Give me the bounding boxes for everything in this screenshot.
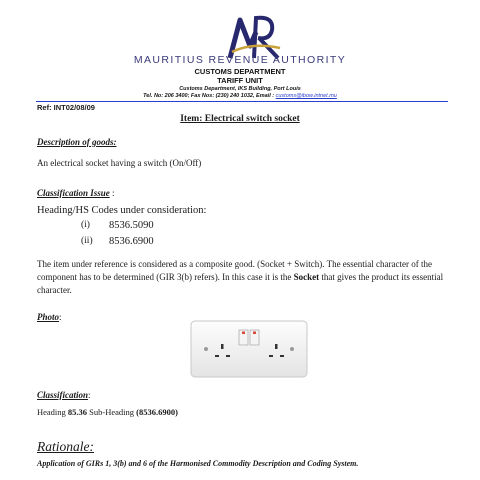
photo-heading <box>37 307 62 325</box>
classification-issue-heading <box>37 183 115 201</box>
pin-earth-right <box>275 344 278 349</box>
screw-left <box>204 347 208 351</box>
hs-code-index: (ii) <box>81 236 93 246</box>
department-name: CUSTOMS DEPARTMENT <box>194 67 286 76</box>
address-line: Customs Department, IKS Building, Port Louis <box>179 86 301 92</box>
email-link[interactable]: customs@ibow.intnet.mu <box>275 93 337 99</box>
classification-issue-colon: : <box>109 188 115 198</box>
hs-code-value: 8536.6900 <box>109 236 154 247</box>
rationale-heading: Rationale: <box>37 439 94 454</box>
socket-plate <box>191 321 307 377</box>
screw-right <box>290 347 294 351</box>
contact-text: Tel. No: 206 3400; Fax Nos: (230) 240 1032, Email : <box>143 93 276 99</box>
photo-colon: : <box>59 312 62 322</box>
mra-logo <box>226 12 282 60</box>
pin-live-right <box>269 355 273 357</box>
logo-text: MAURITIUS REVENUE AUTHORITY <box>133 54 347 66</box>
paragraph-text-1: The item under reference is considered as a composite good. (Socket + Switch). The essential character of the component has to be determined (GIR 3(b) refers). In this case it is the <box>37 259 433 282</box>
classification-heading-num: 85.36 <box>67 407 88 417</box>
analysis-paragraph <box>37 258 457 297</box>
item-title: Item: Electrical switch socket <box>180 114 300 124</box>
socket-photo <box>189 317 309 381</box>
classification-text <box>37 407 178 417</box>
pin-neutral-left <box>226 355 230 357</box>
classification-colon: : <box>88 390 91 400</box>
pin-live-left <box>215 355 219 357</box>
pin-earth-left <box>221 344 224 349</box>
reference-number: Ref: INT02/08/09 <box>37 103 95 112</box>
description-text: An electrical socket having a switch (On/Off) <box>37 158 202 168</box>
classification-prefix: Heading <box>37 407 68 417</box>
logo-r-bowl <box>254 18 272 58</box>
switch-indicator-right <box>253 332 256 335</box>
contact-line <box>0 93 480 99</box>
rationale-text: Application of GIRs 1, 3(b) and 6 of the Harmonised Commodity Description and Coding System. <box>37 459 359 468</box>
classification-mid: Sub-Heading <box>87 407 137 417</box>
paragraph-text-2: that gives the product its essential character. <box>37 272 444 295</box>
photo-label: Photo <box>37 312 60 322</box>
unit-name: TARIFF UNIT <box>217 76 263 85</box>
hs-code-value: 8536.5090 <box>109 220 154 231</box>
description-heading: Description of goods: <box>37 137 117 147</box>
paragraph-bold-socket: Socket <box>293 272 320 282</box>
classification-issue-label: Classification Issue <box>37 188 110 198</box>
header-rule <box>36 101 448 102</box>
hs-codes-heading: Heading/HS Codes under consideration: <box>37 205 207 216</box>
hs-code-index: (i) <box>81 220 90 230</box>
pin-neutral-right <box>280 355 284 357</box>
classification-heading <box>37 385 91 403</box>
switch-indicator-left <box>242 332 245 335</box>
classification-label: Classification <box>37 390 89 400</box>
classification-subheading: (8536.6900) <box>136 407 178 417</box>
